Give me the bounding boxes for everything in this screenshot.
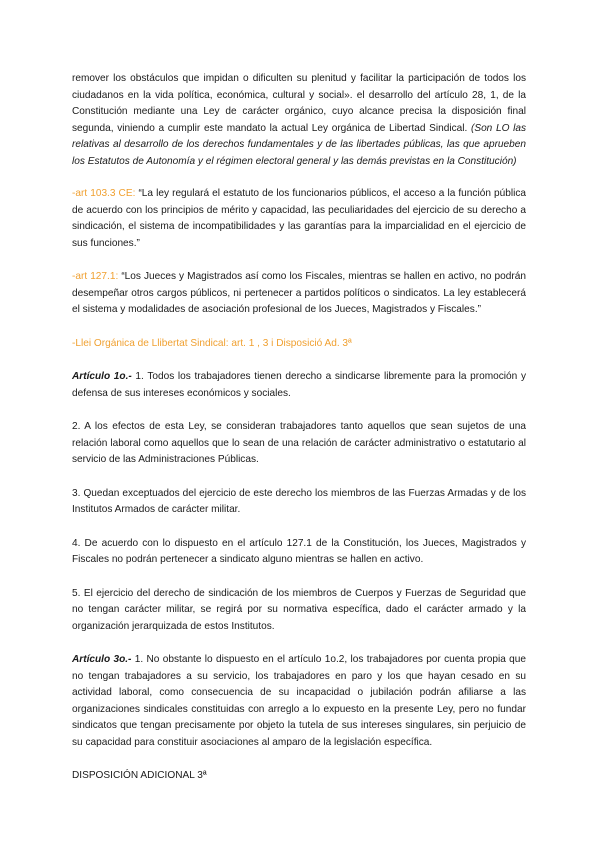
art-103-paragraph bbox=[72, 186, 526, 252]
article-1-p1-text: 1. Todos los trabajadores tienen derecho a sindicarse libremente para la promoción y defensa de sus intereses económicos y sociales. bbox=[72, 371, 526, 399]
article-1-label: Artículo 1o.- bbox=[72, 371, 132, 382]
article-3-paragraph-1 bbox=[72, 652, 526, 751]
document-body bbox=[72, 71, 526, 802]
art-127-ref: -art 127.1: bbox=[72, 271, 119, 282]
art-103-text: “La ley regulará el estatuto de los funcionarios públicos, el acceso a la función pública de acuerdo con los principios de mérito y capacidad, las peculiaridades del ejercicio de su derecho a sindicación, el sistema de incompatibilidades y las garantías para la imparcialidad en el ejercicio de sus funciones.” bbox=[72, 188, 526, 249]
article-1-paragraph-5: 5. El ejercicio del derecho de sindicación de los miembros de Cuerpos y Fuerzas de Seguridad que no tengan carácter militar, se regirá por su normativa específica, dado el carácter armado y la organización jerarquizada de estos Institutos. bbox=[72, 587, 526, 632]
intro-italic-note: (Son LO las relativas al desarrollo de los derechos fundamentales y de las libertades públicas, las que aprueben los Estatutos de Autonomía y el régimen electoral general y las demás previstas en la Constitución) bbox=[72, 122, 526, 167]
article-1-paragraph-2: 2. A los efectos de esta Ley, se consideran trabajadores tanto aquellos que sean sujetos de una relación laboral como aquellos que lo sean de una relación de carácter administrativo o estatutario al servicio de las Administraciones Públicas. bbox=[72, 421, 526, 465]
article-1-paragraph-1 bbox=[72, 369, 526, 402]
art-127-text: “Los Jueces y Magistrados así como los Fiscales, mientras se hallen en activo, no podrán desempeñar otros cargos públicos, ni pertenecer a partidos políticos o sindicatos. La ley establecerá el sistema y modalidades de asociación profesional de los Jueces, Magistrados y Fiscales.” bbox=[72, 271, 526, 315]
disposicion-adicional-heading: DISPOSICIÓN ADICIONAL 3ª bbox=[72, 770, 207, 781]
lols-heading: -Llei Orgánica de Llibertat Sindical: art. 1 , 3 i Disposició Ad. 3ª bbox=[72, 337, 352, 349]
art-127-paragraph bbox=[72, 269, 526, 319]
article-1-paragraph-4: 4. De acuerdo con lo dispuesto en el artículo 127.1 de la Constitución, los Jueces, Magistrados y Fiscales no podrán pertenecer a sindicato alguno mientras se hallen en activo. bbox=[72, 537, 526, 565]
article-3-label: Artículo 3o.- bbox=[72, 654, 132, 665]
art-103-ref: -art 103.3 CE: bbox=[72, 188, 136, 199]
article-3-p1-text: 1. No obstante lo dispuesto en el artículo 1o.2, los trabajadores por cuenta propia que no tengan trabajadores a su servicio, los trabajadores en paro y los que hayan cesado en su actividad laboral, como consecuencia de su incapacidad o jubilación podrán afiliarse a las organizaciones sindicales constituidas con arreglo a lo expuesto en la presente Ley, pero no fundar sindicatos que tengan precisamente por objeto la tutela de sus intereses singulares, sin perjuicio de su capacidad para constituir asociaciones al amparo de la legislación específica. bbox=[72, 654, 526, 748]
intro-paragraph bbox=[72, 71, 526, 170]
intro-text: remover los obstáculos que impidan o dificulten su plenitud y facilitar la participación de todos los ciudadanos en la vida política, económica, cultural y social». el desarrollo del artículo 28, 1, de la Constitución mediante una Ley de carácter orgánico, cuyo alcance precisa la disposición final segunda, viniendo a cumplir este mandato la actual Ley orgánica de Libertad Sindical. bbox=[72, 73, 526, 134]
article-1-paragraph-3: 3. Quedan exceptuados del ejercicio de este derecho los miembros de las Fuerzas Armadas y de los Institutos Armados de carácter militar. bbox=[72, 487, 526, 515]
